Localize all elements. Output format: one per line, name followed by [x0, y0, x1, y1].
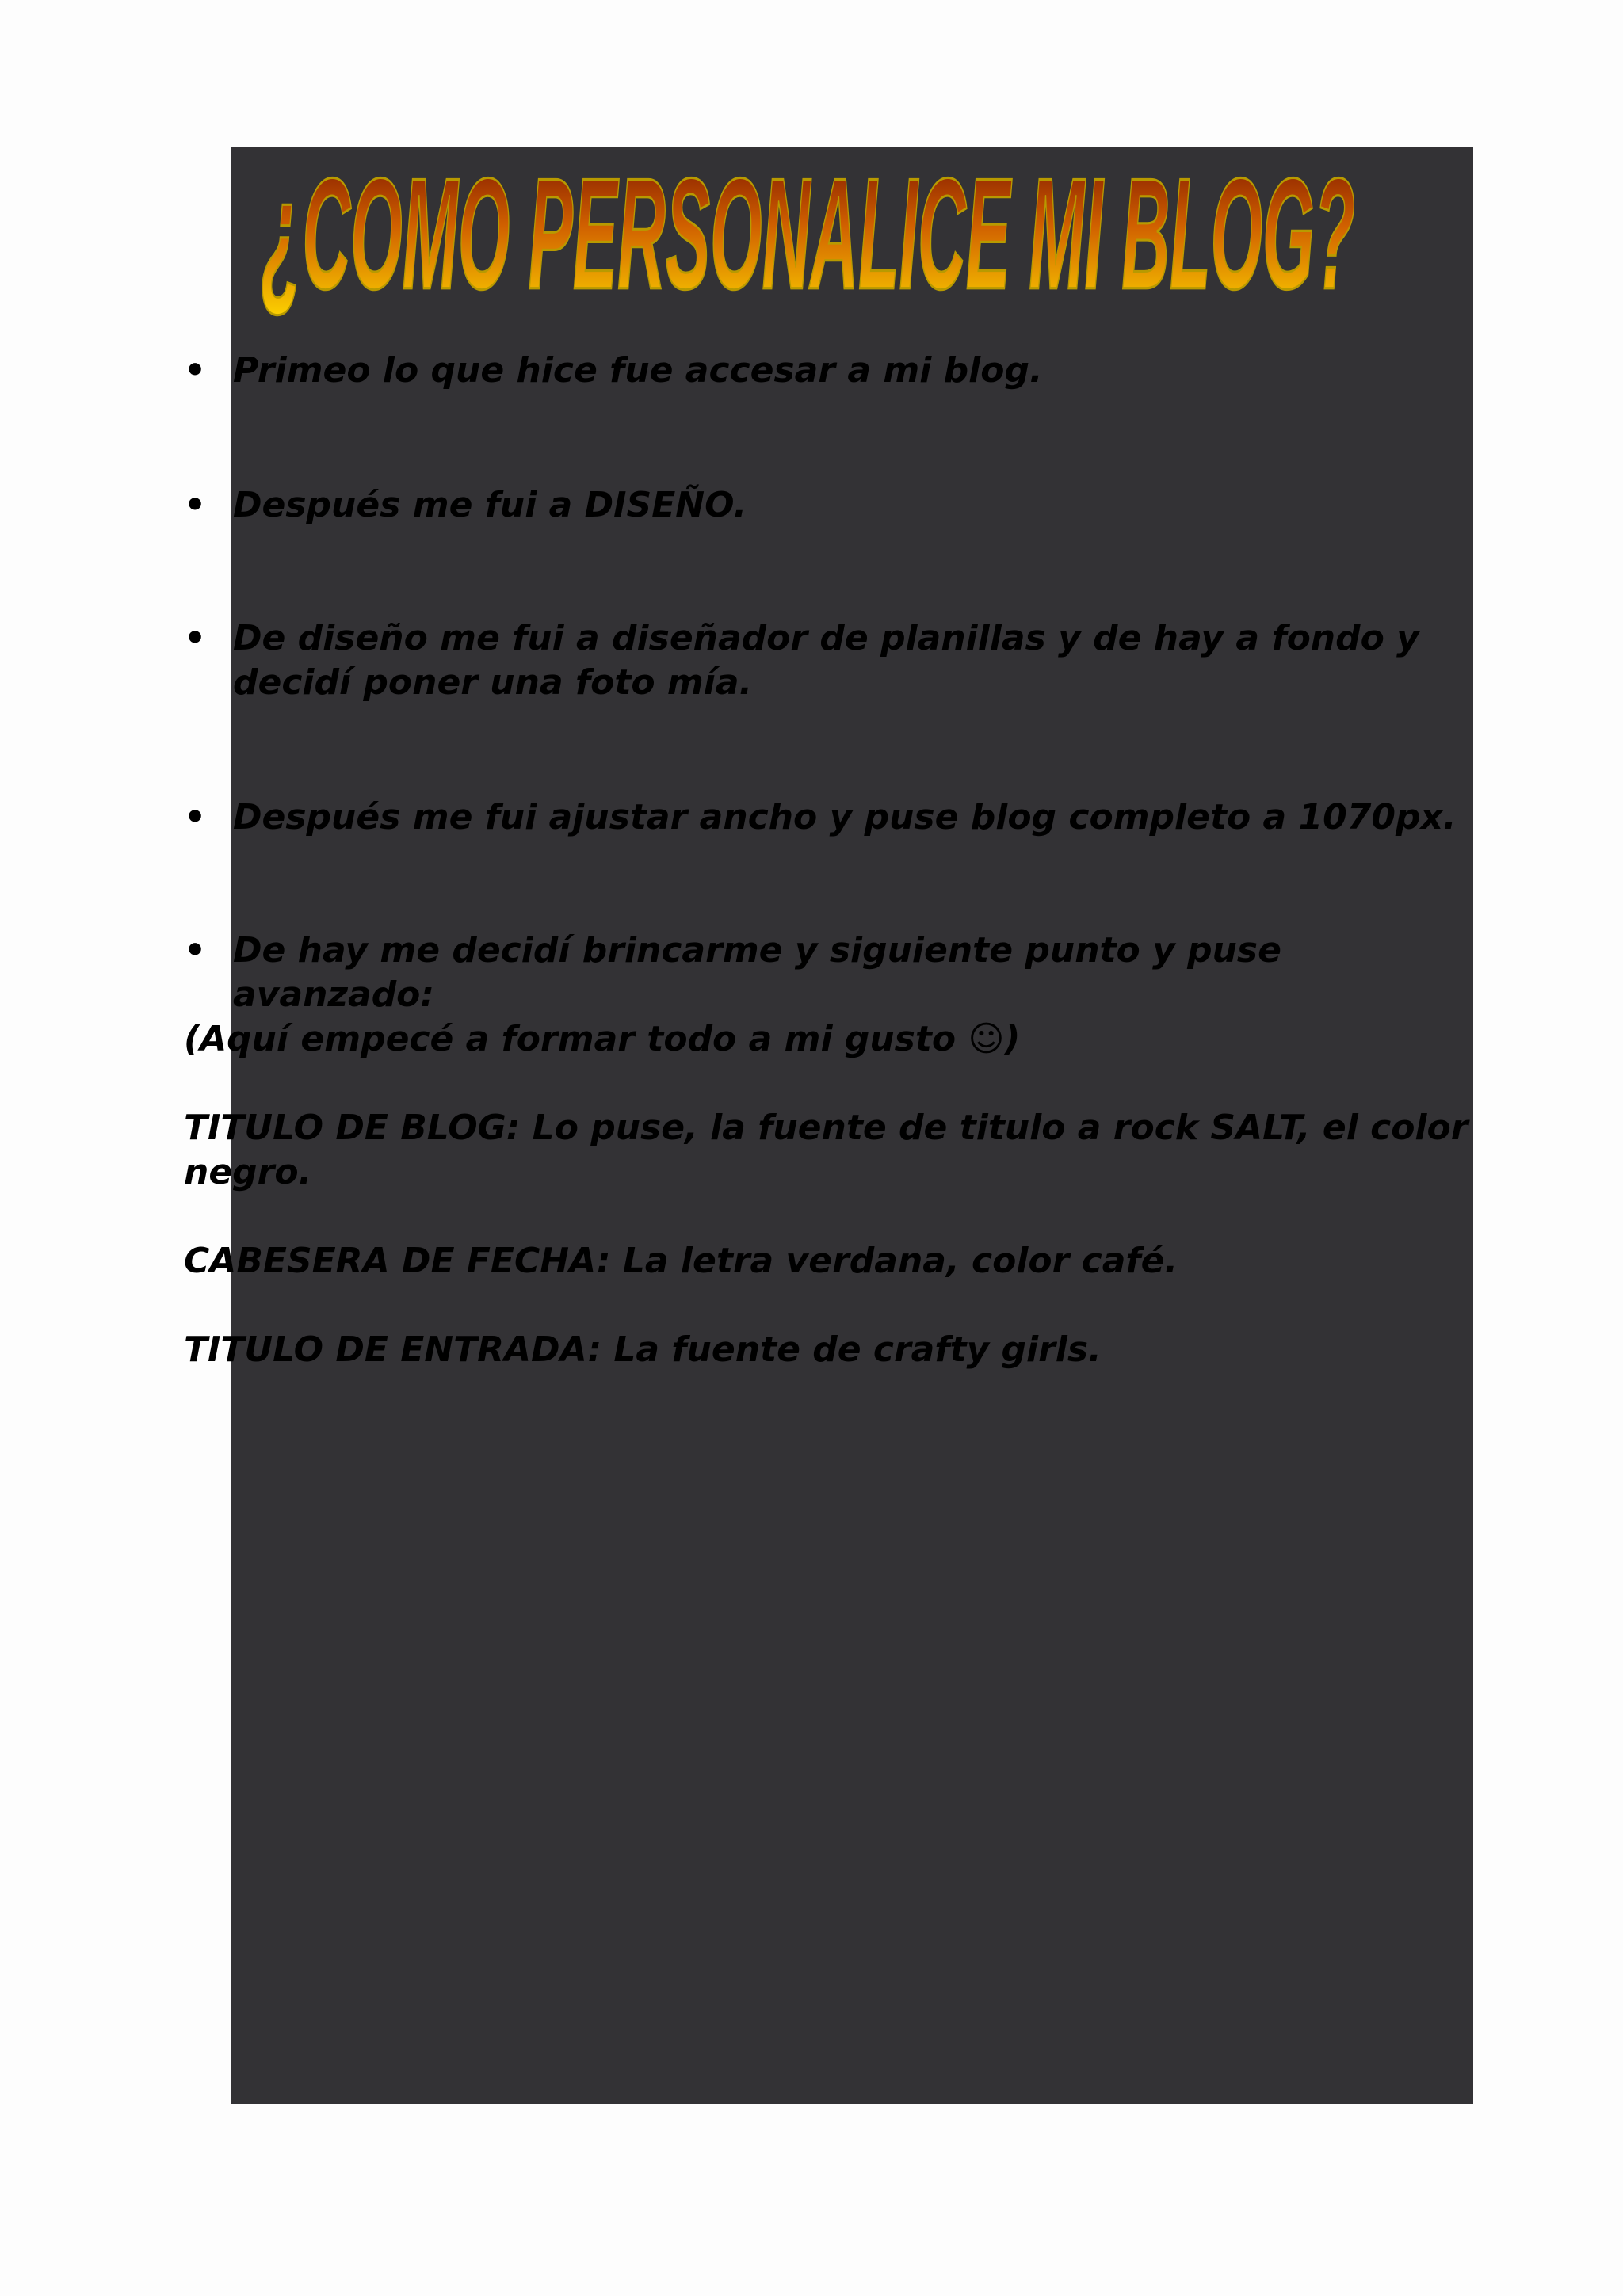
list-item-text: Después me fui a DISEÑO.	[233, 485, 747, 525]
bullet-icon: •	[184, 350, 207, 391]
bullet-icon: •	[184, 797, 207, 837]
setting-entry-title: TITULO DE ENTRADA: La fuente de crafty girls.	[184, 1329, 1102, 1370]
list-item-text: Después me fui ajustar ancho y puse blog completo a 1070px.	[233, 797, 1457, 837]
list-item	[184, 349, 1484, 393]
list-item	[184, 929, 1484, 1017]
list-item-text: De diseño me fui a diseñador de planillas y de hay a fondo y decidí poner una foto mía.	[233, 618, 1419, 703]
setting-blog-title: TITULO DE BLOG: Lo puse, la fuente de titulo a rock SALT, el color negro.	[184, 1108, 1468, 1192]
bullet-icon: •	[184, 930, 207, 971]
document-body	[184, 349, 1484, 1372]
page-title-wordart	[238, 143, 1379, 333]
setting-date-header: CABESERA DE FECHA: La letra verdana, color café.	[184, 1241, 1178, 1281]
list-item	[184, 795, 1484, 840]
page-title: ¿COMO PERSONALICE MI BLOG?	[262, 146, 1355, 322]
list-item-text: Primeo lo que hice fue accesar a mi blog.	[233, 350, 1043, 391]
note-paragraph: (Aquí empecé a formar todo a mi gusto ☺)	[184, 1019, 1021, 1059]
list-item	[184, 483, 1484, 528]
list-item-text: De hay me decidí brincarme y siguiente punto y puse avanzado:	[233, 930, 1281, 1015]
bullet-icon: •	[184, 618, 207, 658]
bullet-icon: •	[184, 485, 207, 525]
list-item	[184, 616, 1484, 705]
